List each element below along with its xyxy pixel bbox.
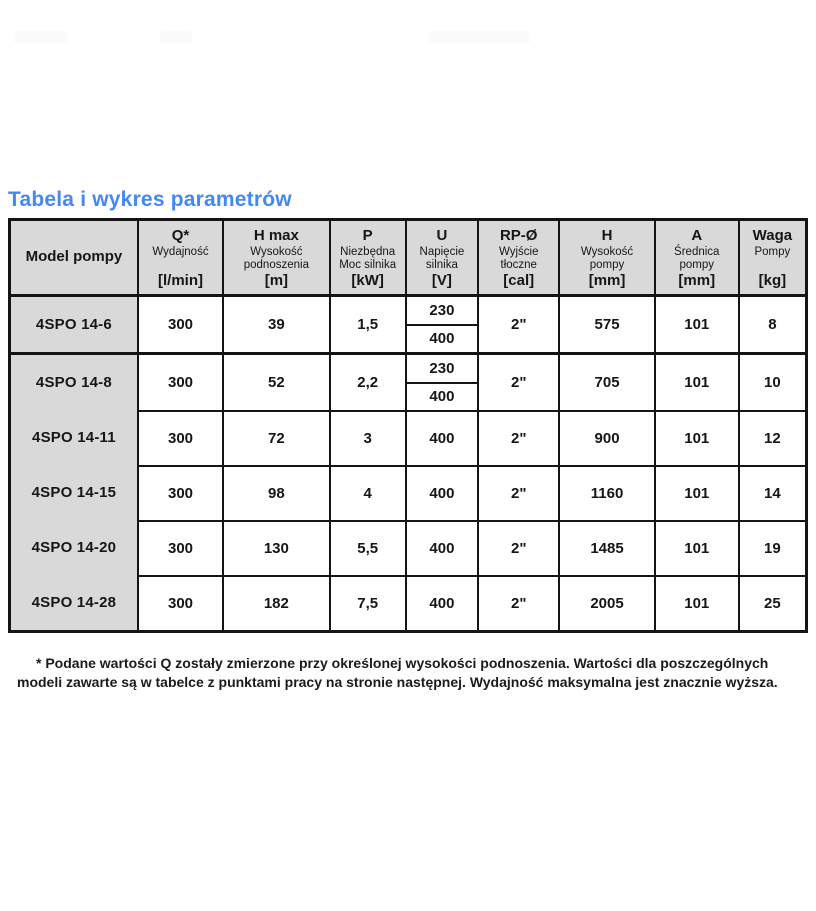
footnote: * Podane wartości Q zostały zmierzone przy określonej wysokości podnoszenia. Wartości dla poszczególnych modeli zawarte są w tabelce z punktami pracy na stronie następnej. Wydajność maksymalna jest znacznie wyższa. <box>17 655 778 690</box>
q-cell: 300 <box>139 575 224 630</box>
column-symbol: P <box>362 227 373 244</box>
h-cell: 1160 <box>560 465 655 520</box>
rp-cell: 2" <box>479 520 560 575</box>
column-unit: [kg] <box>758 272 787 289</box>
rp-cell: 2" <box>479 355 560 410</box>
rp-cell: 2" <box>479 465 560 520</box>
a-cell: 101 <box>656 520 740 575</box>
column-symbol: H max <box>253 227 299 244</box>
voltage-230: 230 <box>407 297 477 326</box>
h-cell: 2005 <box>560 575 655 630</box>
column-header-h <box>560 221 655 294</box>
p-cell: 7,5 <box>331 575 407 630</box>
table-row <box>11 465 805 520</box>
hmax-cell: 182 <box>224 575 330 630</box>
rp-cell: 2" <box>479 575 560 630</box>
column-unit: [mm] <box>678 272 716 289</box>
p-cell: 1,5 <box>331 297 407 352</box>
hmax-cell: 130 <box>224 520 330 575</box>
column-unit: [V] <box>431 272 452 289</box>
h-cell: 1485 <box>560 520 655 575</box>
hmax-cell: 39 <box>224 297 330 352</box>
column-header-hmax <box>224 221 330 294</box>
faint-watermark <box>14 31 68 43</box>
column-header-waga <box>740 221 805 294</box>
rp-cell: 2" <box>479 297 560 352</box>
waga-cell: 25 <box>740 575 805 630</box>
column-symbol: U <box>436 227 448 244</box>
column-unit: [l/min] <box>158 272 203 289</box>
voltage-cell: 400 <box>407 465 479 520</box>
rp-cell: 2" <box>479 410 560 465</box>
page-title: Tabela i wykres parametrów <box>8 188 292 211</box>
column-header-q <box>139 221 224 294</box>
faint-watermark <box>428 31 530 43</box>
voltage-400: 400 <box>429 388 455 406</box>
a-cell: 101 <box>656 410 740 465</box>
column-desc: Niezbędna Moc silnika <box>339 245 397 272</box>
column-symbol: H <box>601 227 613 244</box>
column-symbol: Waga <box>752 227 793 244</box>
table-row <box>11 520 805 575</box>
column-desc: Wyjście tłoczne <box>498 245 539 272</box>
a-cell: 101 <box>656 575 740 630</box>
waga-cell: 10 <box>764 374 781 391</box>
waga-cell: 12 <box>740 410 805 465</box>
model-cell: 4SPO 14-20 <box>11 520 139 575</box>
h-cell: 900 <box>560 410 655 465</box>
voltage-cell: 400 <box>407 410 479 465</box>
column-symbol: RP-Ø <box>499 227 538 244</box>
column-unit: [cal] <box>503 272 535 289</box>
column-header-u <box>407 221 479 294</box>
waga-cell: 14 <box>740 465 805 520</box>
voltage-cell: 400 <box>407 520 479 575</box>
q-cell: 300 <box>139 355 224 410</box>
column-desc: Wysokość podnoszenia <box>243 245 309 272</box>
waga-cell: 8 <box>768 316 777 333</box>
hmax-cell: 52 <box>224 355 330 410</box>
column-unit: [mm] <box>588 272 626 289</box>
a-cell: 101 <box>656 297 740 352</box>
q-cell: 300 <box>139 297 224 352</box>
column-desc: Wydajność <box>152 245 209 258</box>
column-header-a <box>656 221 740 294</box>
model-cell: 4SPO 14-28 <box>11 575 139 630</box>
p-cell: 5,5 <box>331 520 407 575</box>
q-cell: 300 <box>139 410 224 465</box>
a-cell: 101 <box>656 465 740 520</box>
voltage-cell: 400 <box>407 575 479 630</box>
hmax-cell: 72 <box>224 410 330 465</box>
waga-cell: 19 <box>740 520 805 575</box>
table-row <box>11 297 805 355</box>
model-cell: 4SPO 14-15 <box>11 465 139 520</box>
voltage-cell <box>407 355 479 410</box>
a-cell: 101 <box>656 355 740 410</box>
table-row <box>11 355 805 410</box>
model-cell: 4SPO 14-8 <box>11 355 139 410</box>
q-cell: 300 <box>139 465 224 520</box>
faint-watermark <box>160 31 192 43</box>
column-desc: Wysokość pompy <box>580 245 634 272</box>
model-cell: 4SPO 14-11 <box>11 410 139 465</box>
q-cell: 300 <box>139 520 224 575</box>
column-unit: [m] <box>264 272 289 289</box>
column-desc: Średnica pompy <box>674 245 720 272</box>
column-header-p <box>331 221 407 294</box>
column-header-model: Model pompy <box>11 221 139 294</box>
table-header-row <box>11 221 805 297</box>
hmax-cell: 98 <box>224 465 330 520</box>
h-cell: 705 <box>560 355 655 410</box>
voltage-cell <box>407 297 479 352</box>
voltage-400: 400 <box>429 330 455 348</box>
table-row <box>11 575 805 630</box>
p-cell: 2,2 <box>331 355 407 410</box>
column-desc: Pompy <box>754 245 791 258</box>
parameters-table <box>8 218 808 633</box>
h-cell: 575 <box>560 297 655 352</box>
p-cell: 4 <box>331 465 407 520</box>
p-cell: 3 <box>331 410 407 465</box>
model-cell: 4SPO 14-6 <box>11 297 139 352</box>
voltage-230: 230 <box>407 355 477 384</box>
column-header-rp <box>479 221 560 294</box>
table-row <box>11 410 805 465</box>
column-symbol: Q* <box>171 227 190 244</box>
column-unit: [kW] <box>351 272 384 289</box>
column-symbol: A <box>691 227 703 244</box>
column-desc: Napięcie silnika <box>419 245 465 272</box>
